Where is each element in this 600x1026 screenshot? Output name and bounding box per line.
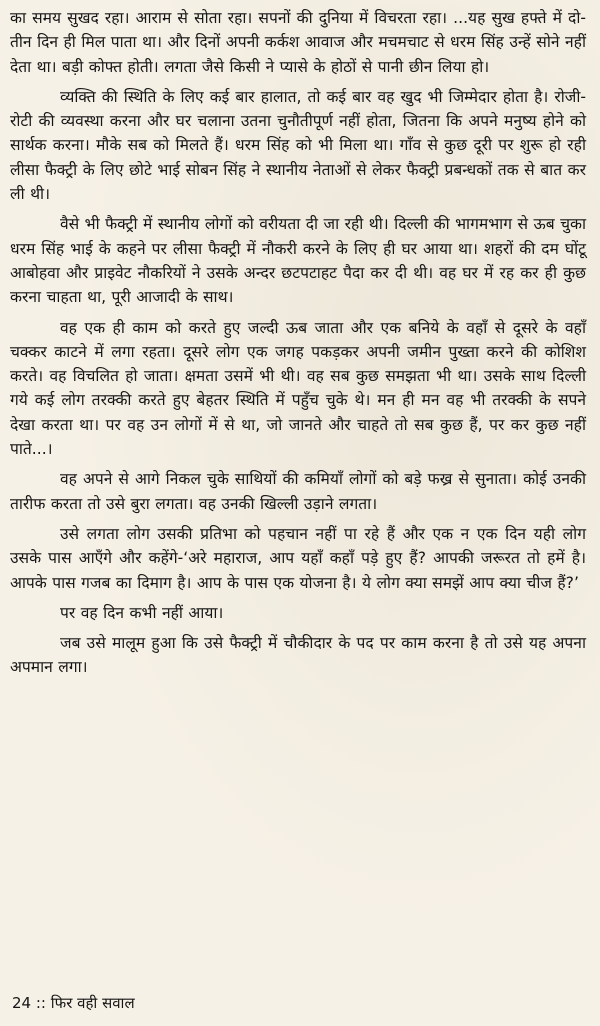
page-number: 24 — [12, 994, 32, 1012]
book-title: फिर वही सवाल — [50, 994, 135, 1012]
paragraph-1: का समय सुखद रहा। आराम से सोता रहा। सपनों की दुनिया में विचरता रहा। ...यह सुख हफ्ते में दो-तीन दिन ही मिल पाता था। और दिनों अपनी कर्कश आवाज और मचमचाट से धरम सिंह उन्हें सोने नहीं देता था। बड़ी कोफ्त होती। लगता जैसे किसी ने प्यासे के होठों से पानी छीन लिया हो। — [10, 9, 586, 76]
paragraph-4: वह एक ही काम को करते हुए जल्दी ऊब जाता और एक बनिये के वहाँ से दूसरे के वहाँ चक्कर काटने में लगा रहता। दूसरे लोग एक जगह पकड़कर अपनी जमीन पुख्ता करने की कोशिश करते। वह विचलित हो जाता। क्षमता उसमें भी थी। वह सब कुछ समझता भी था। उसके साथ दिल्ली गये कई लोग तरक्की करते हुए बेहतर स्थिति में पहुँच चुके थे। मन ही मन वह भी तरक्की के सपने देखा करता था। पर वह उन लोगों में से था, जो जानते और चाहते तो सब कुछ हैं, पर कर कुछ नहीं पाते...। — [10, 318, 586, 459]
paragraph-7: पर वह दिन कभी नहीं आया। — [60, 603, 224, 622]
footer-separator: :: — [35, 994, 46, 1012]
body-text — [10, 6, 586, 686]
paragraph-8: जब उसे मालूम हुआ कि उसे फैक्ट्री में चौकीदार के पद पर काम करना है तो उसे यह अपना अपमान लगा। — [10, 634, 586, 677]
paragraph-3: वैसे भी फैक्ट्री में स्थानीय लोगों को वरीयता दी जा रही थी। दिल्ली की भागमभाग से ऊब चुका धरम सिंह भाई के कहने पर लीसा फैक्ट्री में नौकरी करने के लिए ही घर आया था। शहरों की दम घोंटू आबोहवा और प्राइवेट नौकरियों ने उसके अन्दर छटपटाहट पैदा कर दी थी। वह घर में रह कर ही कुछ करना चाहता था, पूरी आजादी के साथ। — [10, 215, 586, 307]
page-footer — [12, 993, 135, 1013]
paragraph-6: उसे लगता लोग उसकी प्रतिभा को पहचान नहीं पा रहे हैं और एक न एक दिन यही लोग उसके पास आएँगे और कहेंगे-‘अरे महाराज, आप यहाँ कहाँ पड़े हुए हैं? आपकी जरूरत तो हमें है। आपके पास गजब का दिमाग है। आप के पास एक योजना है। ये लोग क्या समझें आप क्या चीज हैं?’ — [10, 524, 586, 592]
paragraph-5: वह अपने से आगे निकल चुके साथियों की कमियाँ लोगों को बड़े फख्र से सुनाता। कोई उनकी तारीफ करता तो उसे बुरा लगता। वह उनकी खिल्ली उड़ाने लगता। — [10, 470, 586, 513]
paragraph-2: व्यक्ति की स्थिति के लिए कई बार हालात, तो कई बार वह खुद भी जिम्मेदार होता है। रोजी-रोटी की व्यवस्था करना और घर चलाना उतना चुनौतीपूर्ण नहीं होता, जितना कि अपने मनुष्य होने को सार्थक करना। मौके सब को मिलते हैं। धरम सिंह को भी मिला था। गाँव से कुछ दूरी पर शुरू हो रही लीसा फैक्ट्री के लिए छोटे भाई सोबन सिंह ने स्थानीय नेताओं से लेकर फैक्ट्री प्रबन्धकों तक से बात कर ली थी। — [10, 87, 586, 204]
